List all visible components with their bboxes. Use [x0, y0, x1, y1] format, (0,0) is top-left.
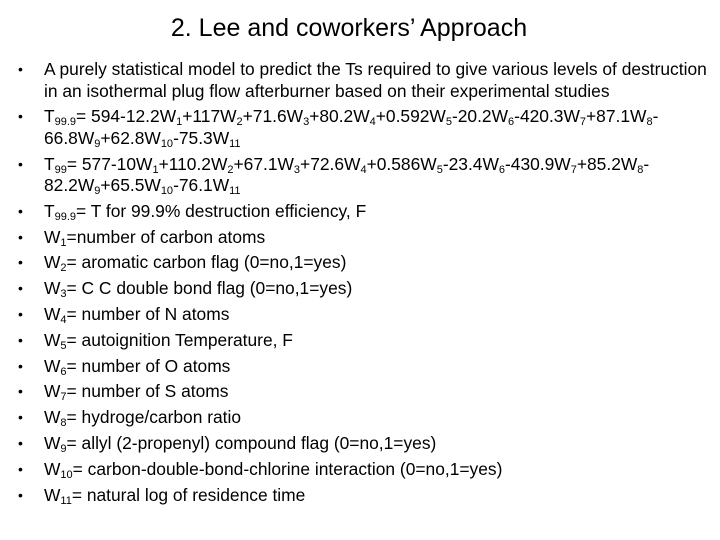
bullet-item — [18, 433, 708, 455]
subscript: 7 — [570, 163, 577, 176]
bullet-item — [18, 106, 708, 149]
subscript: 10 — [160, 137, 174, 150]
bullet-item — [18, 154, 708, 197]
bullet-text: = C C double bond flag (0=no,1=yes) — [66, 278, 353, 299]
bullet-text: = carbon-double-bond-chlorine interaction (0=no,1=yes) — [72, 458, 503, 479]
subscript: 99.9 — [54, 210, 77, 223]
subscript: 2 — [236, 116, 243, 129]
bullet-item — [18, 459, 708, 481]
bullet-dot-icon: • — [18, 108, 23, 125]
bullet-text: W — [44, 433, 61, 454]
bullet-text: +0.592W — [375, 106, 446, 127]
bullet-text: +71.6W — [242, 106, 304, 127]
subscript: 6 — [60, 365, 67, 378]
subscript: 3 — [303, 116, 310, 129]
subscript: 1 — [60, 236, 67, 249]
bullet-text: = number of N atoms — [66, 304, 230, 325]
subscript: 99.9 — [54, 116, 77, 129]
bullet-text: +80.2W — [309, 106, 370, 127]
bullet-text: = number of S atoms — [66, 381, 229, 402]
bullet-text: +67.1W — [233, 153, 294, 174]
subscript: 5 — [60, 339, 67, 352]
subscript: 4 — [360, 163, 367, 176]
subscript: 9 — [94, 137, 101, 150]
bullet-dot-icon: • — [18, 486, 23, 503]
bullet-dot-icon: • — [18, 306, 23, 323]
subscript: 99 — [54, 163, 67, 176]
bullet-text: -82.2W — [44, 153, 650, 196]
bullet-item — [18, 278, 708, 300]
bullet-dot-icon: • — [18, 435, 23, 452]
bullet-text: T — [44, 153, 55, 174]
subscript: 6 — [498, 163, 505, 176]
bullet-text: W — [44, 407, 61, 428]
bullet-dot-icon: • — [18, 383, 23, 400]
subscript: 7 — [579, 116, 587, 129]
bullet-text: W — [44, 278, 61, 299]
bullet-text: W — [44, 458, 61, 479]
bullet-dot-icon: • — [18, 228, 23, 245]
bullet-text: = T for 99.9% destruction efficiency, F — [76, 200, 367, 221]
subscript: 4 — [369, 116, 376, 129]
bullet-list — [18, 59, 708, 510]
bullet-dot-icon: • — [18, 357, 23, 374]
subscript: 2 — [60, 262, 67, 275]
bullet-text: = allyl (2-propenyl) compound flag (0=no,1=yes) — [66, 433, 437, 454]
subscript: 11 — [229, 137, 241, 150]
bullet-text: +72.6W — [300, 153, 361, 174]
subscript: 10 — [60, 468, 73, 481]
bullet-item — [18, 227, 708, 249]
bullet-text: T — [44, 106, 55, 127]
bullet-dot-icon: • — [18, 155, 23, 172]
subscript: 8 — [60, 417, 67, 430]
subscript: 8 — [637, 163, 644, 176]
bullet-text: +87.1W — [586, 106, 647, 127]
subscript: 8 — [646, 116, 653, 129]
bullet-text: +0.586W — [366, 153, 437, 174]
subscript: 7 — [60, 391, 67, 404]
subscript: 10 — [160, 185, 174, 198]
bullet-text: +65.5W — [100, 175, 161, 196]
subscript: 1 — [152, 163, 159, 176]
bullet-item — [18, 330, 708, 352]
subscript: 6 — [508, 116, 515, 129]
bullet-item — [18, 59, 708, 102]
bullet-text: = number of O atoms — [66, 355, 231, 376]
subscript: 5 — [445, 116, 452, 129]
subscript: 5 — [436, 163, 443, 176]
bullet-text: = aromatic carbon flag (0=no,1=yes) — [66, 252, 347, 273]
bullet-item — [18, 252, 708, 274]
bullet-text: +85.2W — [576, 153, 638, 174]
bullet-item — [18, 201, 708, 223]
slide-title: 2. Lee and coworkers’ Approach — [170, 14, 528, 42]
bullet-text: W — [44, 484, 61, 505]
bullet-text: +62.8W — [100, 127, 161, 148]
bullet-text: = autoignition Temperature, F — [66, 329, 293, 350]
bullet-text: = hydroge/carbon ratio — [66, 407, 242, 428]
subscript: 2 — [227, 163, 234, 176]
bullet-text: W — [44, 226, 61, 247]
bullet-text: -76.1W — [173, 175, 230, 196]
bullet-text: -20.2W — [451, 106, 509, 127]
subscript: 1 — [176, 116, 183, 129]
bullet-text: W — [44, 355, 61, 376]
bullet-text: -420.3W — [514, 106, 580, 127]
bullet-text: = 577-10W — [66, 153, 153, 174]
subscript: 9 — [94, 185, 101, 198]
bullet-text: -75.3W — [173, 127, 230, 148]
bullet-dot-icon: • — [18, 460, 23, 477]
bullet-text: +110.2W — [158, 153, 228, 174]
bullet-dot-icon: • — [18, 331, 23, 348]
subscript: 11 — [60, 494, 72, 507]
bullet-dot-icon: • — [18, 254, 23, 271]
bullet-item — [18, 485, 708, 507]
bullet-text: =number of carbon atoms — [66, 226, 266, 247]
bullet-text: = natural log of residence time — [71, 484, 306, 505]
bullet-dot-icon: • — [18, 409, 23, 426]
subscript: 3 — [60, 288, 67, 301]
bullet-dot-icon: • — [18, 280, 23, 297]
bullet-item — [18, 304, 708, 326]
bullet-text: +117W — [182, 106, 237, 127]
bullet-text: W — [44, 252, 61, 273]
bullet-text: = 594-12.2W — [76, 106, 177, 127]
bullet-item — [18, 356, 708, 378]
subscript: 3 — [293, 163, 301, 176]
bullet-text: W — [44, 304, 61, 325]
subscript: 9 — [60, 443, 67, 456]
bullet-dot-icon: • — [18, 202, 23, 219]
bullet-text: W — [44, 381, 61, 402]
subscript: 4 — [60, 314, 67, 327]
bullet-text: T — [44, 200, 55, 221]
bullet-item — [18, 381, 708, 403]
bullet-text: W — [44, 329, 61, 350]
bullet-item — [18, 407, 708, 429]
bullet-text: A purely statistical model to predict the Ts required to give various levels of destruction in an isothermal plug flow afterburner based on their experimental studies — [44, 59, 707, 101]
subscript: 11 — [229, 185, 241, 198]
bullet-text: -430.9W — [505, 153, 571, 174]
bullet-dot-icon: • — [18, 61, 23, 77]
bullet-text: -66.8W — [44, 106, 659, 148]
bullet-text: -23.4W — [442, 153, 499, 174]
